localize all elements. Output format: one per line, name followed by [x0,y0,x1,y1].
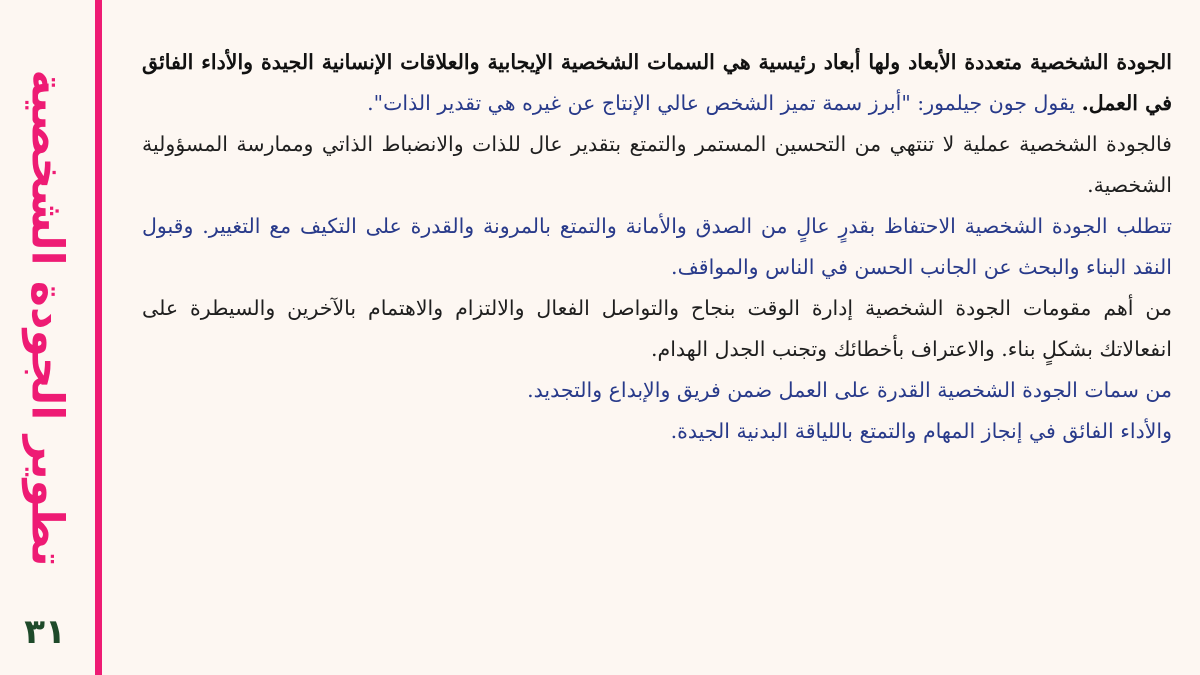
paragraph-teamwork: من سمات الجودة الشخصية القدرة على العمل ضمن فريق والإبداع والتجديد. [527,378,1172,402]
paragraph-performance: والأداء الفائق في إنجاز المهام والتمتع باللياقة البدنية الجيدة. [670,419,1172,443]
vertical-divider [95,0,102,675]
main-text [142,42,1172,452]
page-title: تطوير الجودة الشخصية [21,69,73,567]
page-number: ٣١ [24,612,66,652]
paragraph-key-components: من أهم مقومات الجودة الشخصية إدارة الوقت بنجاح والتواصل الفعال والالتزام والاهتمام بالآخرين والسيطرة على انفعالاتك بشكلٍ بناء. والاعتراف بأخطائك وتجنب الجدل الهدام. [142,296,1172,361]
intro-bold-text: الجودة الشخصية متعددة الأبعاد ولها أبعاد رئيسية هي السمات الشخصية الإيجابية والعلاقات الإنسانية الجيدة والأداء الفائق في العمل. [142,50,1172,115]
paragraph-continuous-improvement: فالجودة الشخصية عملية لا تنتهي من التحسين المستمر والتمتع بتقدير عال للذات والانضباط الذاتي وممارسة المسؤولية الشخصية. [142,132,1172,197]
paragraph-intro [142,42,1172,124]
sidebar [0,0,95,675]
paragraph-honesty: تتطلب الجودة الشخصية الاحتفاظ بقدرٍ عالٍ من الصدق والأمانة والتمتع بالمرونة والقدرة على التكيف مع التغيير. وقبول النقد البناء والبحث عن الجانب الحسن في الناس والمواقف. [142,214,1172,279]
quote-text: يقول جون جيلمور: "أبرز سمة تميز الشخص عالي الإنتاج عن غيره هي تقدير الذات". [367,91,1076,115]
